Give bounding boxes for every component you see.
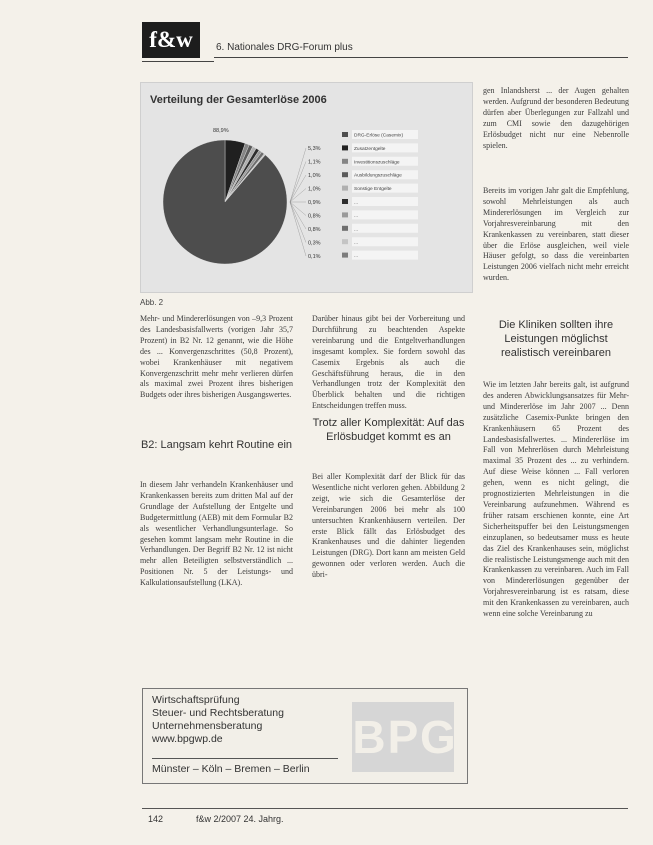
right-column-heading: Die Kliniken sollten ihre Leistungen möglichst realistisch vereinbaren xyxy=(498,319,614,359)
footer-rule xyxy=(142,808,628,809)
bpg-logo xyxy=(352,702,454,772)
ad-text xyxy=(152,694,284,746)
leader-line xyxy=(290,202,306,243)
middle-column-heading: Trotz aller Komplexität: Auf das Erlösbudget kommt es an xyxy=(312,417,465,443)
legend-swatch xyxy=(342,199,348,204)
ad-line: Wirtschaftsprüfung xyxy=(152,694,240,706)
journal-reference: f&w 2/2007 24. Jahrg. xyxy=(196,814,284,824)
left-column-text-1: Mehr- und Mindererlösungen von –9,3 Prozent des Landesbasisfallwerts (vorigen Jahr 35,7 Prozent) in B2 Nr. 12 genannt, wie die Höhe des ... Konvergenzschrittes (50,8 Prozent), wobei Krankenhäuser mit negativem Konvergenzschritt mehr mehr verlieren dürfen als maximal zwei Prozent ihres bisherigen Budgets oder ihres bisherigen Ausgangswertes. xyxy=(140,314,293,400)
legend-label: ... xyxy=(354,227,358,233)
pie-value-label: 0,9% xyxy=(308,200,321,206)
journal-logo: f&w xyxy=(142,22,200,58)
header-rule-left xyxy=(142,61,214,62)
left-column-text-2: In diesem Jahr verhandeln Krankenhäuser und Krankenkassen bereits zum dritten Mal auf der Grundlage der Aufstellung der Entgelte und Budgetermittlung (AEB) mit dem Formular B2 als wesentlicher Verhandlungsunterlage. So gesehen kommt langsam mehr Routine in die Verhandlungen. Der Begriff B2 Nr. 12 ist nicht mehr allen Beteiligten selbstverständlich ... Positionen Nr. 5 der Leistungs- und Kalkulationsaufstellung (LKA). xyxy=(140,480,293,588)
leader-line xyxy=(290,202,306,256)
ad-website: www.bpgwp.de xyxy=(152,733,223,745)
legend-label-box xyxy=(352,224,418,233)
ad-line: Steuer- und Rechtsberatung xyxy=(152,707,284,719)
leader-line xyxy=(290,202,306,229)
page-number: 142 xyxy=(148,814,164,824)
legend-label: ... xyxy=(354,240,358,246)
legend-swatch xyxy=(342,226,348,231)
pie-value-label: 1,1% xyxy=(308,159,321,166)
ad-cities: Münster – Köln – Bremen – Berlin xyxy=(152,763,310,775)
leader-line xyxy=(290,202,306,216)
header-rule xyxy=(214,57,628,58)
right-column-text-3: Wie im letzten Jahr bereits galt, ist aufgrund des anderen Abwicklungsansatzes für Mehr- und Mindererlöse im Jahr 2007 ... Denn zusätzliche Casemix-Punkte bringen den Krankenhäusern 65 Prozent des Landesbasisfallwertes. ... Mindererlöse im Fall von Mehrerlösen durch Mehrleistung maximal 35 Prozent des ... zu verhindern. Auf diese Weise können ... Fall verloren gehen, wenn es nicht gelingt, die prognostizierten Mehrleistungen in die Vereinbarung aufzunehmen. Während es früher ratsam erschienen konnte, eine Art Sicherheitspuffer bei den Leistungsmengen einzuplanen, so bedeutsamer muss es heute das Ziel des Krankenhauses sein, möglichst die realistische Leistungsmenge auch mit den Krankenkassen zu vereinbaren. Auch im Fall von Mindererlösungen gegenüber der Vorjahresvereinbarung ist es ratsam, diese mit den Krankenkassen zu vereinbaren, auch wenn eine solche Vereinbarung zu xyxy=(483,380,629,619)
pie-value-label: 0,3% xyxy=(308,240,321,247)
running-header: 6. Nationales DRG-Forum plus xyxy=(216,42,353,53)
legend-swatch xyxy=(342,172,348,177)
legend-swatch xyxy=(342,145,348,150)
pie-value-label: 0,8% xyxy=(308,213,321,220)
middle-column-text-2: Bei aller Komplexität darf der Blick für das Wesentliche nicht verloren gehen. Abbildung 2 zeigt, wie sich die Gesamterlöse der Vereinbarungen 2006 bei mehr als 100 untersuchten Krankenhäusern verteilen. Der erste Blick fällt das Erlösbudget des Krankenhauses und die dahinter liegenden Leistungen (DRG). Dort kann am meisten Geld gewonnen oder verloren werden. Auch die übri- xyxy=(312,472,465,580)
logo-letter: B xyxy=(352,711,386,763)
pie-value-label: 0,1% xyxy=(308,254,321,260)
logo-letter: P xyxy=(387,711,419,763)
chart-title: Verteilung der Gesamterlöse 2006 xyxy=(150,94,327,106)
figure-caption: Abb. 2 xyxy=(140,298,164,307)
pie-value-label: 1,0% xyxy=(308,173,321,179)
legend-swatch xyxy=(342,132,348,137)
legend-swatch xyxy=(342,239,348,244)
legend-swatch xyxy=(342,186,348,191)
legend-swatch xyxy=(342,159,348,164)
legend-label-box xyxy=(352,210,418,219)
pie-value-label: 5,3% xyxy=(308,146,321,152)
legend-label: Zusatzentgelte xyxy=(354,146,386,152)
legend-label-box xyxy=(352,197,418,206)
legend-label: DRG-Erlöse (Casemix) xyxy=(354,133,404,139)
leader-line xyxy=(290,148,306,202)
legend-label: ... xyxy=(354,213,358,219)
leader-line xyxy=(290,162,306,203)
right-column-text-2: Bereits im vorigen Jahr galt die Empfehlung, sowohl Mehrleistungen als auch Mindererlösungen im Vergleich zur Vorjahresvereinbarung mit den Krankenkassen zu vereinbaren, statt dieser über die Erlöse ausgleichen, weil viele Häuser gefolgt, so dass die vereinbarten Leistungen 2006 vielfach nicht mehr erreicht wurden. xyxy=(483,186,629,283)
pie-value-label: 0,8% xyxy=(308,227,321,233)
legend-label-box xyxy=(352,251,418,260)
pie-slice xyxy=(163,140,287,264)
pie-chart xyxy=(140,82,471,291)
ad-divider xyxy=(152,758,338,759)
logo-letter: G xyxy=(420,711,456,763)
legend-label: ... xyxy=(354,254,358,260)
leader-line xyxy=(290,175,306,202)
legend-label: Sonstige Entgelte xyxy=(354,187,392,193)
pie-value-label: 88,9% xyxy=(213,128,229,134)
pie-value-label: 1,0% xyxy=(308,186,321,193)
left-column-heading: B2: Langsam kehrt Routine ein xyxy=(140,439,293,451)
leader-line xyxy=(290,189,306,203)
legend-label: Investitionszuschläge xyxy=(354,160,400,166)
right-column-text-1: gen Inlandsherst ... der Augen gehalten werden. Aufgrund der besonderen Bedeutung dürfen aber Überlegungen zur Fallzahl und zum CMI sowie den dazugehörigen Erlösbudget nicht nur eine Nebenrolle spielen. xyxy=(483,86,629,150)
ad-line: Unternehmensberatung xyxy=(152,720,263,732)
legend-label-box xyxy=(352,237,418,246)
legend-label: ... xyxy=(354,200,358,206)
legend-label: Ausbildungszuschläge xyxy=(354,173,402,179)
legend-swatch xyxy=(342,253,348,258)
middle-column-text-1: Darüber hinaus gibt bei der Vorbereitung und Durchführung zu beachtenden Aspekte vereinbarung und die Entgeltverhandlungen insgesamt komplex. Sie fordern sowohl das Casemix Ergebnis als auch die Geschäftsführung heraus, die in den Verhandlungen trotz der Komplexität den Überblick behalten und die richtigen Entscheidungen treffen muss. xyxy=(312,314,465,411)
legend-swatch xyxy=(342,212,348,217)
